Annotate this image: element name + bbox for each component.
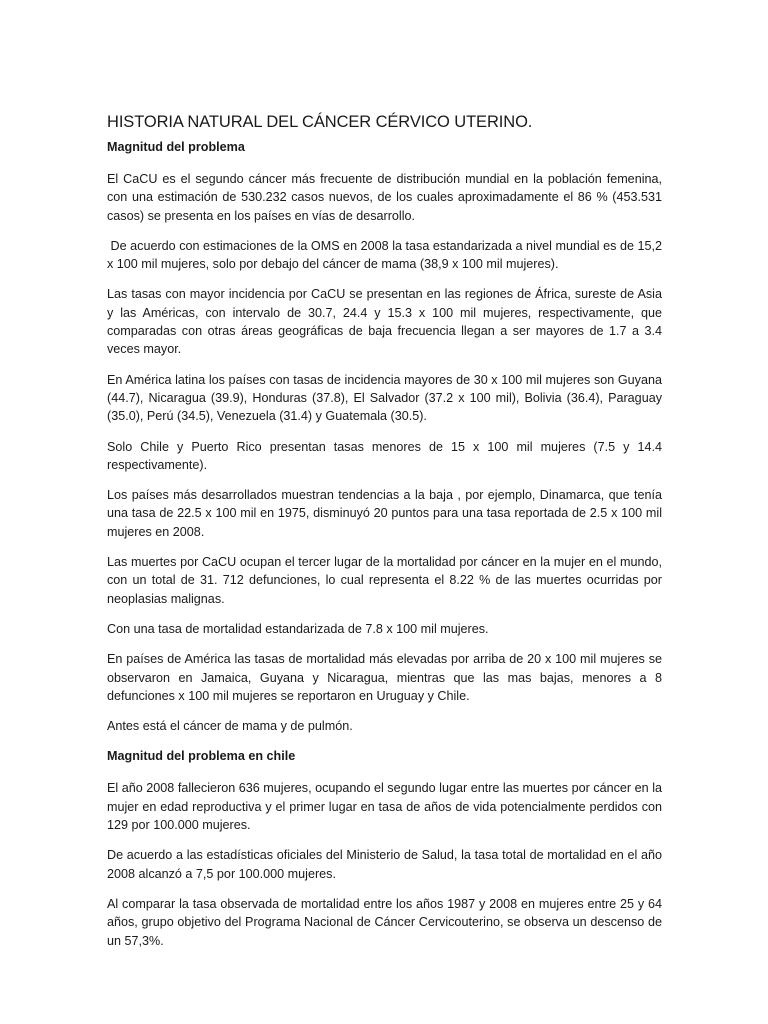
paragraph: Las muertes por CaCU ocupan el tercer lugar de la mortalidad por cáncer en la mujer en el mundo, con un total de 31. 712 defunciones, lo cual representa el 8.22 % de las muertes ocurridas por neoplasias malignas. — [107, 555, 662, 606]
document-title: HISTORIA NATURAL DEL CÁNCER CÉRVICO UTERINO. — [107, 113, 533, 131]
paragraph: Las tasas con mayor incidencia por CaCU se presentan en las regiones de África, sureste de Asia y las Américas, con intervalo de 30.7, 24.4 y 15.3 x 100 mil mujeres, respectivamente, que comparadas con otras áreas geográficas de baja frecuencia llegan a ser mayores de 1.7 a 3.4 veces mayor. — [107, 287, 662, 357]
paragraph: En países de América las tasas de mortalidad más elevadas por arriba de 20 x 100 mil mujeres se observaron en Jamaica, Guyana y Nicaragua, mientras que las mas bajas, menores a 8 defunciones x 100 mil mujeres se reportaron en Uruguay y Chile. — [107, 652, 662, 703]
paragraph: En América latina los países con tasas de incidencia mayores de 30 x 100 mil mujeres son Guyana (44.7), Nicaragua (39.9), Honduras (37.8), El Salvador (37.2 x 100 mil), Bolivia (36.4), Paraguay (35.0), Perú (34.5), Venezuela (31.4) y Guatemala (30.5). — [107, 372, 662, 424]
section-heading-chile: Magnitud del problema en chile — [107, 749, 296, 764]
document-page — [107, 112, 666, 962]
paragraph: Antes está el cáncer de mama y de pulmón. — [107, 719, 353, 734]
paragraph: De acuerdo con estimaciones de la OMS en 2008 la tasa estandarizada a nivel mundial es de 15,2 x 100 mil mujeres, solo por debajo del cáncer de mama (38,9 x 100 mil mujeres). — [107, 238, 666, 272]
paragraph: Al comparar la tasa observada de mortalidad entre los años 1987 y 2008 en mujeres entre 25 y 64 años, grupo objetivo del Programa Nacional de Cáncer Cervicouterino, se observa un descenso de un 57,3%. — [107, 896, 662, 948]
paragraph: Los países más desarrollados muestran tendencias a la baja , por ejemplo, Dinamarca, que tenía una tasa de 22.5 x 100 mil en 1975, disminuyó 20 puntos para una tasa reportada de 2.5 x 100 mil mujeres en 2008. — [107, 488, 662, 539]
section-heading-magnitud: Magnitud del problema — [107, 140, 245, 154]
paragraph: El CaCU es el segundo cáncer más frecuente de distribución mundial en la población femenina, con una estimación de 530.232 casos nuevos, de los cuales aproximadamente el 86 % (453.531 casos) se presenta en los países en vías de desarrollo. — [107, 172, 662, 223]
paragraph: Solo Chile y Puerto Rico presentan tasas menores de 15 x 100 mil mujeres (7.5 y 14.4 respectivamente). — [107, 439, 662, 472]
paragraph: Con una tasa de mortalidad estandarizada de 7.8 x 100 mil mujeres. — [107, 621, 489, 636]
paragraph: De acuerdo a las estadísticas oficiales del Ministerio de Salud, la tasa total de mortalidad en el año 2008 alcanzó a 7,5 por 100.000 mujeres. — [107, 848, 662, 881]
paragraph: El año 2008 fallecieron 636 mujeres, ocupando el segundo lugar entre las muertes por cáncer en la mujer en edad reproductiva y el primer lugar en tasa de años de vida potencialmente perdidos con 129 por 100.000 mujeres. — [107, 781, 662, 833]
